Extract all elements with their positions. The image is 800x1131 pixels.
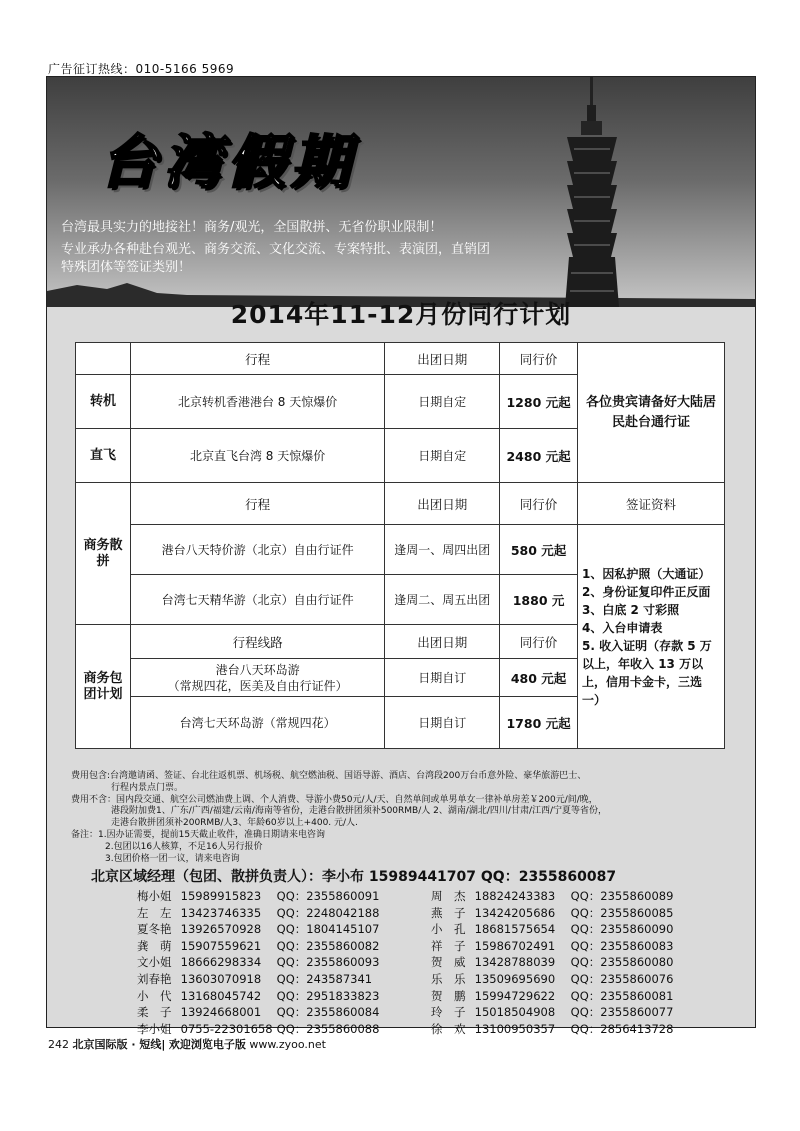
contact-row xyxy=(137,905,379,922)
baotuan-price: 480 元起 xyxy=(500,659,578,697)
contact-phone: 15018504908 xyxy=(474,1005,556,1020)
header-date: 出团日期 xyxy=(385,483,500,525)
contact-name: 柔 子 xyxy=(137,1005,172,1020)
visa-item: 一） xyxy=(582,692,607,707)
contact-phone: 13424205686 xyxy=(474,905,556,920)
contact-qq: QQ：1804145107 xyxy=(276,922,380,937)
baotuan-date: 日期自订 xyxy=(385,697,500,749)
contact-name: 燕 子 xyxy=(431,905,466,920)
table-header-row xyxy=(76,483,725,525)
contact-phone: 13509695690 xyxy=(474,971,556,986)
visa-item: 3、白底 2 寸彩照 xyxy=(582,602,680,617)
contact-qq: QQ：2355860082 xyxy=(276,938,380,953)
header-price: 同行价 xyxy=(500,343,578,375)
contact-qq: QQ：2856413728 xyxy=(570,1021,674,1036)
fees-exclude-cont: 走港台散拼团须补200RMB/人3、年龄60岁以上+400. 元/人. xyxy=(111,818,358,829)
contact-qq: QQ：2355860083 xyxy=(570,938,674,953)
contact-name: 左 左 xyxy=(137,905,172,920)
contact-row xyxy=(137,971,379,988)
header-price: 同行价 xyxy=(500,483,578,525)
contact-row xyxy=(431,888,673,905)
visa-item: 5. 收入证明（存款 5 万 xyxy=(582,638,712,653)
category-business-group: 商务散拼 xyxy=(76,483,131,625)
header-visa: 签证资料 xyxy=(578,483,725,525)
fees-include-cont: 行程内景点门票。 xyxy=(111,782,184,793)
visa-item: 4、入台申请表 xyxy=(582,620,663,635)
contact-phone: 13926570928 xyxy=(180,922,262,937)
table-cell xyxy=(76,343,131,375)
transfer-route: 北京转机香港港台 8 天惊爆价 xyxy=(130,375,384,429)
contact-phone: 0755-22301658 xyxy=(180,1021,273,1036)
contact-name: 徐 欢 xyxy=(431,1021,466,1036)
page-number: 242 xyxy=(48,1038,69,1051)
contact-qq: QQ：2248042188 xyxy=(276,905,380,920)
header-route: 行程 xyxy=(130,343,384,375)
contact-phone: 18681575654 xyxy=(474,922,556,937)
direct-price: 2480 元起 xyxy=(500,429,578,483)
category-business-charter: 商务包团计划 xyxy=(76,625,131,749)
baotuan-route-line-1: 港台八天环岛游 xyxy=(215,662,300,677)
banner-title: 台湾假期 xyxy=(99,128,356,196)
contact-name: 小 孔 xyxy=(431,922,466,937)
contact-phone: 15994729622 xyxy=(474,988,556,1003)
fees-exclude: 费用不含：国内段交通、航空公司燃油费上调、个人消费、导游小费50元/人/天、自然单间或单男单女一律补单房差￥200元/间/晚， xyxy=(71,794,598,805)
contact-name: 贺 威 xyxy=(431,955,466,970)
fees-exclude-cont: 港段附加费1、广东/广西/福建/云南/海南等省份，走港台散拼团须补500RMB/人 2、湖南/湖北/四川/甘肃/江西/宁夏等省份， xyxy=(111,806,608,817)
sanpin-date: 逢周二、周五出团 xyxy=(385,575,500,625)
note-line: 3.包团价格一团一议，请来电咨询 xyxy=(105,853,240,864)
contact-row xyxy=(137,1021,379,1038)
header-date: 出团日期 xyxy=(385,625,500,659)
page-footer xyxy=(48,1036,326,1052)
category-direct: 直飞 xyxy=(76,429,131,483)
contact-name: 乐 乐 xyxy=(431,971,466,986)
contact-qq: QQ：2951833823 xyxy=(276,988,380,1003)
sanpin-price: 580 元起 xyxy=(500,525,578,575)
contact-name: 周 杰 xyxy=(431,889,466,903)
fees-include: 费用包含:台湾邀请函、签证、台北往返机票、机场税、航空燃油税、国语导游、酒店、台湾段200万台币意外险、豪华旅游巴士、 xyxy=(71,771,587,781)
visa-item: 以上，年收入 13 万以 xyxy=(582,656,704,671)
baotuan-date: 日期自订 xyxy=(385,659,500,697)
visa-item: 上，信用卡金卡，三选 xyxy=(582,674,703,689)
contact-qq: QQ：2355860089 xyxy=(570,889,674,903)
sanpin-route: 台湾七天精华游（北京）自由行证件 xyxy=(130,575,384,625)
website-link[interactable]: www.zyoo.net xyxy=(249,1038,326,1051)
contact-qq: QQ：2355860081 xyxy=(570,988,674,1003)
section-name: 北京国际版 · 短线| xyxy=(72,1038,166,1051)
header-date: 出团日期 xyxy=(385,343,500,375)
note-line: 2.包团以16人核算，不足16人另行报价 xyxy=(105,841,263,852)
contact-phone: 15907559621 xyxy=(180,938,262,953)
banner-intro-line-2: 专业承办各种赴台观光、商务交流、文化交流、专案特批、表演团，直销团 xyxy=(61,242,491,257)
contact-phone: 15986702491 xyxy=(474,938,556,953)
contact-row xyxy=(431,1004,673,1021)
contact-qq: QQ：2355860091 xyxy=(276,889,380,903)
contact-phone: 15989915823 xyxy=(180,889,262,903)
direct-route: 北京直飞台湾 8 天惊爆价 xyxy=(130,429,384,483)
direct-date: 日期自定 xyxy=(385,429,500,483)
contact-phone: 13423746335 xyxy=(180,905,262,920)
baotuan-route-line-2: （常规四花，医美及自由行证件） xyxy=(167,678,348,693)
contact-name: 贺 鹏 xyxy=(431,988,466,1003)
contact-name: 梅小姐 xyxy=(137,889,172,903)
contact-qq: QQ：2355860080 xyxy=(570,955,674,970)
taipei-101-tower-image xyxy=(547,77,637,307)
contact-row xyxy=(431,954,673,971)
contact-name: 龚 萌 xyxy=(137,938,172,953)
contact-qq: QQ：2355860090 xyxy=(570,922,674,937)
table-row xyxy=(76,525,725,575)
contact-qq: QQ：2355860085 xyxy=(570,905,674,920)
contact-row xyxy=(137,988,379,1005)
contact-phone: 18666298334 xyxy=(180,955,262,970)
contact-qq: QQ：2355860076 xyxy=(570,971,674,986)
contact-name: 玲 子 xyxy=(431,1005,466,1020)
table-header-row xyxy=(76,343,725,375)
contact-row xyxy=(431,921,673,938)
header-route-line: 行程线路 xyxy=(130,625,384,659)
contact-name: 刘春艳 xyxy=(137,971,172,986)
category-transfer: 转机 xyxy=(76,375,131,429)
contact-row xyxy=(431,988,673,1005)
sanpin-date: 逢周一、周四出团 xyxy=(385,525,500,575)
ad-hotline: 广告征订热线：010-5166 5969 xyxy=(48,62,235,76)
contact-qq: QQ：2355860077 xyxy=(570,1005,674,1020)
visa-item: 1、因私护照（大通证） xyxy=(582,566,711,581)
banner-intro-line-3: 特殊团体等签证类别！ xyxy=(61,260,192,275)
transfer-date: 日期自定 xyxy=(385,375,500,429)
mainland-permit-note: 各位贵宾请备好大陆居民赴台通行证 xyxy=(578,343,725,483)
contact-name: 夏冬艳 xyxy=(137,922,172,937)
contact-row xyxy=(137,1004,379,1021)
plan-title: 2014年11-12月份同行计划 xyxy=(230,300,572,329)
contact-phone: 13168045742 xyxy=(180,988,262,1003)
contact-row xyxy=(431,1021,673,1038)
contact-name: 祥 子 xyxy=(431,938,466,953)
contact-name: 文小姐 xyxy=(137,955,172,970)
contact-phone: 13603070918 xyxy=(180,971,262,986)
contact-qq: QQ：2355860093 xyxy=(276,955,380,970)
baotuan-price: 1780 元起 xyxy=(500,697,578,749)
contact-phone: 13100950357 xyxy=(474,1021,556,1036)
sanpin-route: 港台八天特价游（北京）自由行证件 xyxy=(130,525,384,575)
contact-name: 李小姐 xyxy=(137,1021,172,1036)
baotuan-route: 台湾七天环岛游（常规四花） xyxy=(130,697,384,749)
banner xyxy=(47,77,755,307)
contact-row xyxy=(431,905,673,922)
transfer-price: 1280 元起 xyxy=(500,375,578,429)
contacts-right xyxy=(431,888,673,1037)
contact-row xyxy=(137,938,379,955)
header-route: 行程 xyxy=(130,483,384,525)
plan-table xyxy=(75,342,725,749)
fees-section xyxy=(71,771,741,865)
contact-row xyxy=(431,971,673,988)
contact-phone: 13428788039 xyxy=(474,955,556,970)
contact-qq: QQ：2355860084 xyxy=(276,1005,380,1020)
header-price: 同行价 xyxy=(500,625,578,659)
contact-phone: 18824243383 xyxy=(474,889,556,903)
baotuan-route xyxy=(130,659,384,697)
contacts-left xyxy=(137,888,379,1037)
contact-phone: 13924668001 xyxy=(180,1005,262,1020)
advertisement-frame xyxy=(46,76,756,1036)
banner-intro-line-1: 台湾最具实力的地接社！商务/观光，全国散拼、无省份职业限制！ xyxy=(61,220,443,235)
contact-qq: QQ：243587341 xyxy=(276,971,373,986)
contact-row xyxy=(137,954,379,971)
contact-row xyxy=(137,921,379,938)
visa-requirements xyxy=(578,525,725,749)
regional-manager: 北京区域经理（包团、散拼负责人）：李小布 15989441707 QQ：2355860087 xyxy=(91,869,617,885)
note-line: 备注：1.因办证需要，提前15天截止收件，准确日期请来电咨询 xyxy=(71,829,326,840)
visa-item: 2、身份证复印件正反面 xyxy=(582,584,711,599)
contact-row xyxy=(431,938,673,955)
contact-name: 小 代 xyxy=(137,988,172,1003)
footer-welcome: 欢迎浏览电子版 xyxy=(168,1038,246,1051)
contact-qq: QQ：2355860088 xyxy=(276,1021,380,1036)
sanpin-price: 1880 元 xyxy=(500,575,578,625)
contact-row xyxy=(137,888,379,905)
